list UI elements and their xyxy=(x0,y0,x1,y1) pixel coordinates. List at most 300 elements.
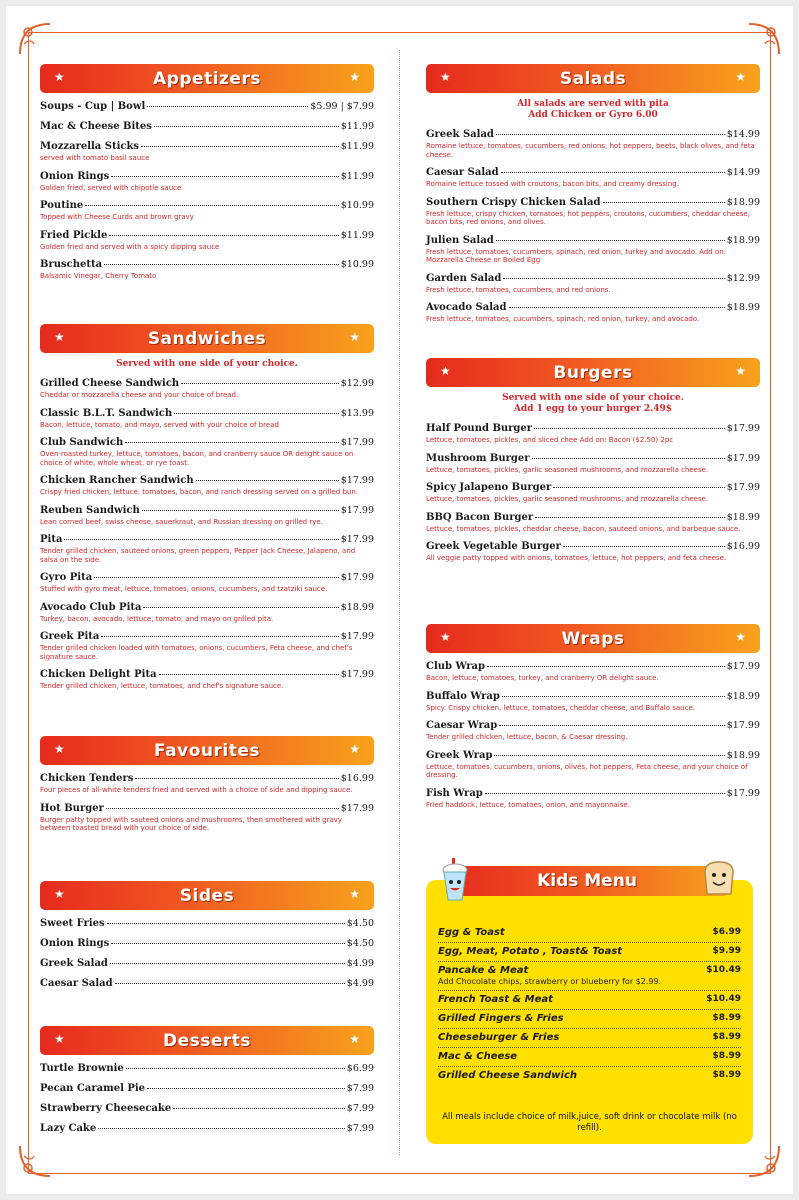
note-line: All salads are served with pita xyxy=(517,99,669,109)
dot-leader xyxy=(104,264,339,265)
menu-item-row xyxy=(40,1103,374,1115)
menu-item xyxy=(40,171,374,193)
menu-item-row xyxy=(426,512,760,524)
item-name: Poutine xyxy=(40,200,84,211)
dot-leader xyxy=(485,793,725,794)
kids-item-name: Mac & Cheese xyxy=(438,1051,518,1062)
item-description: served with tomato basil sauce xyxy=(40,154,150,162)
item-name: Grilled Cheese Sandwich xyxy=(40,378,180,389)
menu-item-row xyxy=(40,200,374,212)
menu-item-row xyxy=(40,141,374,153)
menu-item xyxy=(426,541,760,563)
star-icon: ★ xyxy=(735,70,746,84)
kids-menu-item xyxy=(438,1048,741,1067)
item-price: $17.99 xyxy=(340,802,374,814)
item-price: $11.99 xyxy=(340,121,374,132)
menu-item xyxy=(40,408,374,430)
menu-item xyxy=(40,141,374,163)
menu-item xyxy=(426,423,760,445)
item-price: $18.99 xyxy=(726,234,760,246)
item-name: Greek Salad xyxy=(40,958,108,969)
dot-leader xyxy=(499,725,725,726)
kids-item-name: Egg & Toast xyxy=(438,927,505,938)
kids-item-name: Egg, Meat, Potato , Toast& Toast xyxy=(438,946,623,957)
item-price: $17.99 xyxy=(340,631,374,642)
menu-item xyxy=(426,750,760,780)
item-description: Topped with Cheese Curds and brown gravy xyxy=(40,213,194,221)
menu-item-row xyxy=(40,1063,374,1075)
menu-item xyxy=(40,572,374,594)
menu-item-row xyxy=(40,572,374,584)
menu-item-row xyxy=(40,378,374,390)
item-price: $17.99 xyxy=(726,787,760,799)
dot-leader xyxy=(111,943,345,944)
dot-leader xyxy=(142,510,339,511)
dot-leader xyxy=(154,126,339,127)
item-description: Four pieces of all-white tenders fried and served with a choice of side and dipping sauce. xyxy=(40,786,353,794)
dot-leader xyxy=(496,134,725,135)
star-icon: ★ xyxy=(54,70,65,84)
menu-item-row xyxy=(40,938,374,950)
menu-item-row xyxy=(40,259,374,271)
item-name: Pecan Caramel Pie xyxy=(40,1083,146,1094)
item-price: $14.99 xyxy=(726,129,760,140)
item-name: Sweet Fries xyxy=(40,918,105,929)
item-price: $6.99 xyxy=(346,1063,374,1074)
menu-item xyxy=(426,691,760,713)
item-price: $18.99 xyxy=(726,690,760,702)
note-line: Served with one side of your choice. xyxy=(502,393,684,403)
kids-item-name: French Toast & Meat xyxy=(438,994,553,1005)
item-description: Romaine lettuce tossed with croutons, bacon bits, and creamy dressing. xyxy=(426,180,679,188)
section-note: Served with one side of your choice. xyxy=(116,359,298,369)
item-description: Lettuce, tomatoes, pickles, cheddar cheese, bacon, sauteed onions, and barbeque sauce. xyxy=(426,524,741,533)
kids-item-price: $10.49 xyxy=(706,965,741,975)
item-price: $18.99 xyxy=(726,511,760,523)
star-icon: ★ xyxy=(349,330,360,344)
dot-leader xyxy=(181,383,339,384)
item-name: Caesar Salad xyxy=(40,978,113,989)
dot-leader xyxy=(106,808,339,809)
menu-item xyxy=(426,235,760,265)
menu-item xyxy=(426,302,760,324)
menu-item xyxy=(426,167,760,189)
section-title: Sandwiches xyxy=(147,328,267,349)
kids-title: Kids Menu xyxy=(537,871,637,891)
menu-item xyxy=(40,938,374,950)
section-note xyxy=(426,99,760,121)
item-name: Mushroom Burger xyxy=(426,452,530,464)
menu-item xyxy=(426,661,760,683)
appetizers-section xyxy=(40,64,374,289)
menu-item-row xyxy=(426,167,760,179)
kids-banner xyxy=(446,866,728,896)
menu-item-row xyxy=(40,437,374,449)
dot-leader xyxy=(563,546,725,547)
dot-leader xyxy=(532,458,725,459)
menu-item-row xyxy=(40,918,374,930)
star-icon: ★ xyxy=(54,330,65,344)
item-description: Turkey, bacon, avocado, lettuce, tomato, and mayo on grilled pita. xyxy=(40,614,274,623)
menu-item-row xyxy=(426,482,760,494)
menu-item xyxy=(40,259,374,281)
item-description: Crispy fried chicken, lettuce, tomatoes, bacon, and ranch dressing served on a grilled bun. xyxy=(40,488,359,496)
menu-item-row xyxy=(40,978,374,990)
item-price: $11.99 xyxy=(340,141,374,152)
item-name: Onion Rings xyxy=(40,170,110,182)
note-line: Add 1 egg to your burger 2.49$ xyxy=(513,404,673,414)
star-icon: ★ xyxy=(349,1032,360,1046)
menu-item xyxy=(40,631,374,661)
item-price: $17.99 xyxy=(726,720,760,731)
item-description: Spicy. Crispy chicken, lettuce, tomatoes, cheddar cheese, and Buffalo sauce. xyxy=(426,703,695,712)
item-price: $17.99 xyxy=(340,669,374,680)
dot-leader xyxy=(503,278,724,279)
menu-item xyxy=(426,512,760,534)
star-icon: ★ xyxy=(349,887,360,901)
item-list xyxy=(426,661,760,809)
item-name: Lazy Cake xyxy=(40,1123,97,1134)
toast-icon xyxy=(699,858,739,898)
item-description: Fresh lettuce, crispy chicken, tomatoes, hot peppers, croutons, cucumbers, cheddar cheese, bacon bits, red onions, and olives. xyxy=(426,209,750,226)
item-description: All veggie patty topped with onions, tomatoes, lettuce, hot peppers, and feta cheese. xyxy=(426,554,727,562)
star-icon: ★ xyxy=(54,887,65,901)
item-description: Bacon, lettuce, tomato, and mayo, served with your choice of bread xyxy=(40,420,279,429)
dot-leader xyxy=(110,963,345,964)
kids-item-price: $8.99 xyxy=(712,1013,741,1023)
kids-menu-item xyxy=(438,924,741,943)
item-price: $7.99 xyxy=(346,1103,374,1114)
menu-item-row xyxy=(40,669,374,681)
dot-leader xyxy=(64,539,338,540)
kids-item-name: Grilled Cheese Sandwich xyxy=(438,1070,578,1081)
item-name: Fried Pickle xyxy=(40,229,108,241)
sides-section xyxy=(40,881,374,998)
item-name: Caesar Wrap xyxy=(426,720,498,731)
star-icon: ★ xyxy=(440,630,451,644)
milkshake-icon xyxy=(440,858,470,902)
menu-item xyxy=(40,978,374,990)
item-price: $17.99 xyxy=(726,452,760,464)
dot-leader xyxy=(107,923,345,924)
item-name: Soups - Cup | Bowl xyxy=(40,101,146,112)
corner-ornament-icon xyxy=(18,1144,52,1178)
dot-leader xyxy=(487,666,725,667)
section-title: Desserts xyxy=(162,1030,252,1051)
kids-menu-item xyxy=(438,943,741,962)
item-description: Romaine lettuce, tomatoes, cucumbers, red onions, hot peppers, beets, black olives, and feta cheese. xyxy=(426,142,755,159)
menu-item-row xyxy=(426,302,760,314)
section-title: Appetizers xyxy=(153,68,261,89)
item-name: Classic B.L.T. Sandwich xyxy=(40,407,173,419)
item-price: $10.99 xyxy=(340,200,374,211)
kids-item-row xyxy=(438,965,741,976)
item-name: Half Pound Burger xyxy=(426,423,533,434)
star-icon: ★ xyxy=(54,742,65,756)
menu-item-row xyxy=(40,803,374,815)
desserts-section xyxy=(40,1026,374,1143)
menu-item-row xyxy=(40,475,374,487)
menu-item-row xyxy=(40,958,374,970)
dot-leader xyxy=(501,172,725,173)
item-price: $18.99 xyxy=(340,601,374,613)
dot-leader xyxy=(173,1108,345,1109)
item-list xyxy=(40,918,374,990)
section-banner xyxy=(40,736,374,765)
item-price: $17.99 xyxy=(340,572,374,583)
section-title: Salads xyxy=(559,68,627,89)
dot-leader xyxy=(496,240,725,241)
salads-section xyxy=(426,64,760,332)
menu-item-row xyxy=(426,453,760,465)
wraps-section xyxy=(426,624,760,817)
kids-item-row xyxy=(438,1032,741,1043)
kids-item-row xyxy=(438,1013,741,1024)
item-name: Chicken Rancher Sandwich xyxy=(40,475,194,486)
item-price: $4.99 xyxy=(346,978,374,989)
item-price: $7.99 xyxy=(346,1083,374,1094)
menu-item-row xyxy=(40,602,374,614)
menu-item xyxy=(40,230,374,252)
item-description: Tender grilled chicken, lettuce, bacon, & Caesar dressing. xyxy=(426,733,628,741)
item-list xyxy=(40,1063,374,1135)
dot-leader xyxy=(126,1068,345,1069)
menu-item-row xyxy=(426,541,760,553)
item-price: $16.99 xyxy=(340,773,374,784)
corner-ornament-icon xyxy=(747,22,781,56)
item-price: $17.99 xyxy=(340,534,374,545)
section-title: Wraps xyxy=(561,628,625,649)
item-description: Lettuce, tomatoes, pickles, garlic seasoned mushrooms, and mozzarella cheese. xyxy=(426,495,709,503)
dot-leader xyxy=(98,1128,345,1129)
kids-item-list xyxy=(438,924,741,1085)
kids-item-row xyxy=(438,1070,741,1081)
item-price: $17.99 xyxy=(726,661,760,672)
menu-item xyxy=(40,918,374,930)
column-divider xyxy=(399,50,400,1155)
section-title: Favourites xyxy=(154,740,260,761)
kids-menu-item xyxy=(438,1067,741,1085)
item-description: Lettuce, tomatoes, cucumbers, onions, olives, hot peppers, Feta cheese, and your choice of dressing. xyxy=(426,762,748,779)
kids-item-price: $6.99 xyxy=(712,927,741,937)
menu-item xyxy=(40,958,374,970)
item-name: BBQ Bacon Burger xyxy=(426,511,534,523)
menu-item xyxy=(40,437,374,467)
item-name: Greek Wrap xyxy=(426,749,493,761)
item-price: $4.50 xyxy=(346,938,374,949)
kids-item-row xyxy=(438,994,741,1005)
item-name: Caesar Salad xyxy=(426,167,499,178)
item-price: $17.99 xyxy=(726,482,760,493)
menu-item xyxy=(40,669,374,691)
dot-leader xyxy=(147,1088,345,1089)
item-name: Spicy Jalapeno Burger xyxy=(426,482,552,493)
section-banner xyxy=(40,881,374,910)
item-name: Mac & Cheese Bites xyxy=(40,121,152,132)
kids-item-row xyxy=(438,1051,741,1062)
item-list xyxy=(40,773,374,833)
favourites-section xyxy=(40,736,374,841)
dot-leader xyxy=(101,636,338,637)
item-price: $17.99 xyxy=(340,504,374,516)
item-price: $4.50 xyxy=(346,918,374,929)
dot-leader xyxy=(147,106,308,107)
star-icon: ★ xyxy=(735,630,746,644)
dot-leader xyxy=(603,202,725,203)
section-banner xyxy=(40,324,374,353)
item-price: $11.99 xyxy=(340,170,374,182)
item-name: Julien Salad xyxy=(426,234,494,246)
dot-leader xyxy=(135,778,338,779)
menu-item-row xyxy=(40,408,374,420)
item-description: Bacon, lettuce, tomatoes, turkey, and cranberry OR delight sauce. xyxy=(426,674,659,682)
star-icon: ★ xyxy=(735,364,746,378)
dot-leader xyxy=(174,413,339,414)
kids-item-price: $10.49 xyxy=(706,994,741,1004)
dot-leader xyxy=(141,146,339,147)
item-name: Garden Salad xyxy=(426,272,502,284)
item-name: Chicken Tenders xyxy=(40,773,134,784)
menu-item-row xyxy=(40,121,374,133)
menu-item xyxy=(40,121,374,133)
corner-ornament-icon xyxy=(18,22,52,56)
section-banner xyxy=(40,1026,374,1055)
dot-leader xyxy=(109,235,338,236)
menu-item xyxy=(40,101,374,113)
menu-item-row xyxy=(40,631,374,643)
kids-menu-item xyxy=(438,1010,741,1029)
menu-item-row xyxy=(40,101,374,113)
item-name: Mozzarella Sticks xyxy=(40,141,140,152)
menu-item xyxy=(426,788,760,810)
item-price: $7.99 xyxy=(346,1123,374,1134)
item-description: Fresh lettuce, tomatoes, cucumbers, and red onions. xyxy=(426,285,611,294)
section-note xyxy=(426,393,760,415)
menu-item xyxy=(426,720,760,742)
menu-item xyxy=(426,197,760,227)
item-list xyxy=(40,378,374,691)
item-description: Oven-roasted turkey, lettuce, tomatoes, bacon, and cranberry sauce OR delight sauce on choice of white, whole wheat, or rye toast. xyxy=(40,450,354,467)
menu-item xyxy=(426,129,760,159)
item-name: Hot Burger xyxy=(40,802,104,814)
kids-menu-item xyxy=(438,1029,741,1048)
menu-item xyxy=(40,1123,374,1135)
kids-item-price: $9.99 xyxy=(712,946,741,956)
menu-item-row xyxy=(426,750,760,762)
section-banner xyxy=(426,64,760,93)
section-title: Sides xyxy=(179,885,235,906)
menu-item-row xyxy=(426,788,760,800)
kids-item-price: $8.99 xyxy=(712,1070,741,1080)
star-icon: ★ xyxy=(54,1032,65,1046)
section-title: Burgers xyxy=(553,362,633,383)
item-price: $18.99 xyxy=(726,302,760,313)
kids-item-name: Pancake & Meat xyxy=(438,965,529,976)
dot-leader xyxy=(553,487,724,488)
menu-item xyxy=(426,273,760,295)
menu-item xyxy=(40,602,374,624)
section-banner xyxy=(426,358,760,387)
menu-item-row xyxy=(426,235,760,247)
menu-item-row xyxy=(40,773,374,785)
menu-item xyxy=(40,1063,374,1075)
item-price: $17.99 xyxy=(340,437,374,448)
item-price: $17.99 xyxy=(726,423,760,434)
item-price: $10.99 xyxy=(340,259,374,270)
menu-page xyxy=(6,6,793,1194)
item-name: Greek Pita xyxy=(40,631,100,642)
menu-item-row xyxy=(40,534,374,546)
item-description: Golden fried, served with chipotle sauce xyxy=(40,183,182,192)
item-price: $12.99 xyxy=(726,272,760,284)
dot-leader xyxy=(143,607,338,608)
kids-item-row xyxy=(438,946,741,957)
star-icon: ★ xyxy=(349,70,360,84)
kids-item-name: Cheeseburger & Fries xyxy=(438,1032,560,1043)
menu-item-row xyxy=(426,273,760,285)
kids-menu-item xyxy=(438,991,741,1010)
item-price: $4.99 xyxy=(346,958,374,969)
burgers-section xyxy=(426,358,760,571)
item-name: Avocado Salad xyxy=(426,302,507,313)
kids-item-row xyxy=(438,927,741,938)
dot-leader xyxy=(85,205,339,206)
menu-item-row xyxy=(426,661,760,673)
sandwiches-section xyxy=(40,324,374,699)
item-name: Club Wrap xyxy=(426,661,486,672)
corner-ornament-icon xyxy=(747,1144,781,1178)
section-banner xyxy=(40,64,374,93)
kids-item-price: $8.99 xyxy=(712,1051,741,1061)
item-name: Strawberry Cheesecake xyxy=(40,1103,172,1114)
menu-item xyxy=(426,482,760,504)
menu-item xyxy=(40,1083,374,1095)
menu-item-row xyxy=(40,1083,374,1095)
star-icon: ★ xyxy=(349,742,360,756)
dot-leader xyxy=(125,442,339,443)
dot-leader xyxy=(196,480,339,481)
item-description: Tender grilled chicken loaded with tomatoes, onions, cucumbers, Feta cheese, and chef's signature sauce. xyxy=(40,644,353,661)
item-name: Pita xyxy=(40,534,63,545)
item-name: Chicken Delight Pita xyxy=(40,669,157,680)
item-description: Tender grilled chicken, lettuce, tomatoes, and chef's signature sauce. xyxy=(40,682,284,690)
item-description: Lean corned beef, swiss cheese, sauerkraut, and Russian dressing on grilled rye. xyxy=(40,517,323,526)
dot-leader xyxy=(502,696,725,697)
dot-leader xyxy=(115,983,345,984)
menu-item xyxy=(40,475,374,497)
menu-item-row xyxy=(426,129,760,141)
menu-item-row xyxy=(40,505,374,517)
menu-item xyxy=(40,803,374,833)
dot-leader xyxy=(494,755,724,756)
item-description: Burger patty topped with sauteed onions and mushrooms, then smothered with gravy between toasted bread with your choice of side. xyxy=(40,815,343,832)
item-price: $16.99 xyxy=(726,541,760,552)
dot-leader xyxy=(535,517,725,518)
dot-leader xyxy=(159,674,339,675)
item-description: Lettuce, tomatoes, pickles, and sliced chee Add on: Bacon ($2.50) 2pc xyxy=(426,436,674,444)
item-name: Greek Salad xyxy=(426,129,494,140)
kids-item-price: $8.99 xyxy=(712,1032,741,1042)
item-price: $11.99 xyxy=(340,229,374,241)
item-list xyxy=(426,129,760,324)
star-icon: ★ xyxy=(440,70,451,84)
item-price: $5.99 | $7.99 xyxy=(310,101,374,112)
menu-item-row xyxy=(426,423,760,435)
item-price: $14.99 xyxy=(726,167,760,178)
dot-leader xyxy=(534,428,725,429)
item-description: Cheddar or mozzarella cheese and your choice of bread. xyxy=(40,391,239,399)
menu-item-row xyxy=(40,1123,374,1135)
